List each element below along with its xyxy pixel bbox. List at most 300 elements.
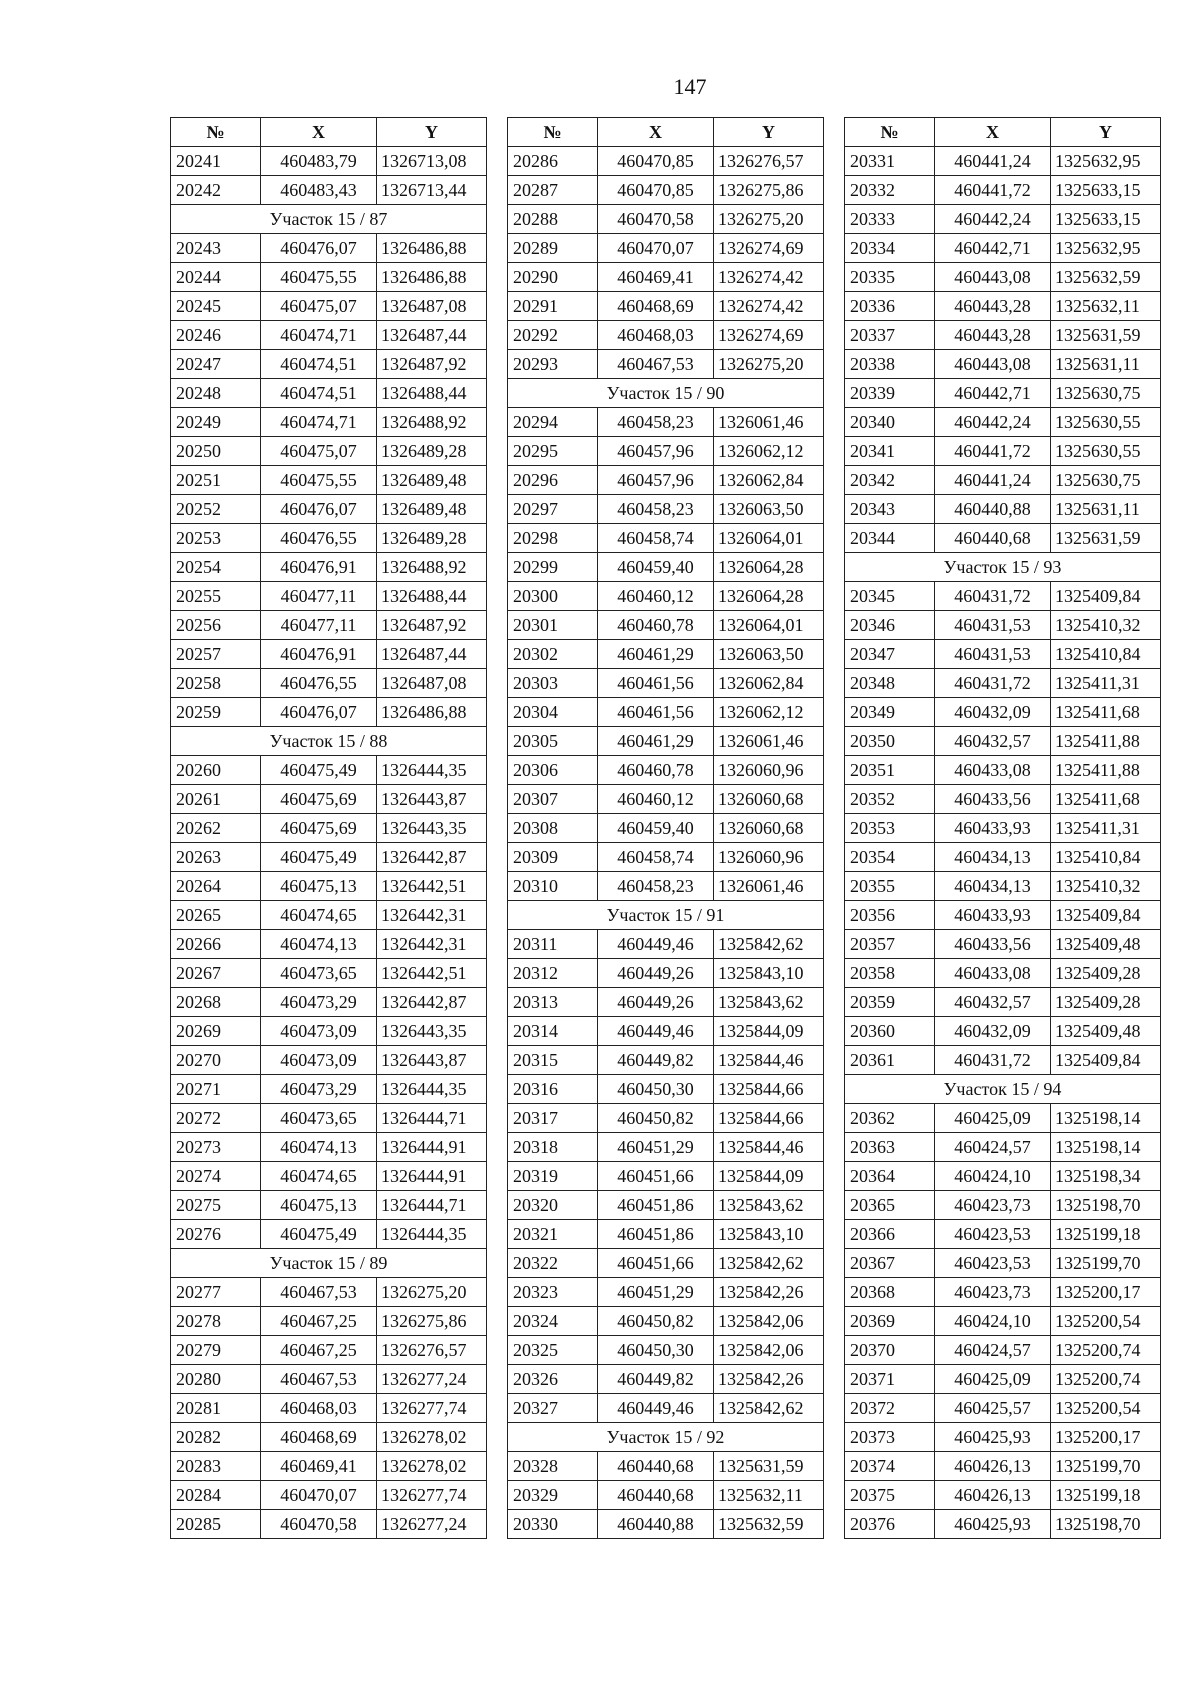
point-number: 20368 (845, 1278, 935, 1307)
x-coordinate: 460449,46 (598, 1394, 714, 1423)
x-coordinate: 460475,55 (261, 263, 377, 292)
table-row (171, 495, 487, 524)
table-row (845, 756, 1161, 785)
y-coordinate: 1325632,95 (1051, 234, 1161, 263)
header-y: Y (1051, 118, 1161, 147)
table-row (171, 669, 487, 698)
x-coordinate: 460477,11 (261, 611, 377, 640)
x-coordinate: 460460,78 (598, 756, 714, 785)
point-number: 20282 (171, 1423, 261, 1452)
x-coordinate: 460476,91 (261, 640, 377, 669)
table-row (508, 1394, 824, 1423)
point-number: 20320 (508, 1191, 598, 1220)
x-coordinate: 460442,71 (935, 379, 1051, 408)
x-coordinate: 460473,29 (261, 1075, 377, 1104)
y-coordinate: 1325198,70 (1051, 1510, 1161, 1539)
table-row (845, 466, 1161, 495)
x-coordinate: 460443,08 (935, 350, 1051, 379)
x-coordinate: 460467,53 (261, 1278, 377, 1307)
table-row (171, 756, 487, 785)
point-number: 20339 (845, 379, 935, 408)
table-row (171, 234, 487, 263)
x-coordinate: 460473,09 (261, 1046, 377, 1075)
y-coordinate: 1325631,59 (1051, 524, 1161, 553)
y-coordinate: 1325200,17 (1051, 1423, 1161, 1452)
point-number: 20250 (171, 437, 261, 466)
point-number: 20319 (508, 1162, 598, 1191)
y-coordinate: 1325844,66 (714, 1075, 824, 1104)
point-number: 20371 (845, 1365, 935, 1394)
x-coordinate: 460474,13 (261, 1133, 377, 1162)
point-number: 20266 (171, 930, 261, 959)
y-coordinate: 1325631,11 (1051, 495, 1161, 524)
point-number: 20267 (171, 959, 261, 988)
table-row (845, 727, 1161, 756)
table-row (508, 640, 824, 669)
x-coordinate: 460440,88 (935, 495, 1051, 524)
y-coordinate: 1326064,01 (714, 524, 824, 553)
x-coordinate: 460431,72 (935, 582, 1051, 611)
x-coordinate: 460475,13 (261, 1191, 377, 1220)
y-coordinate: 1326487,92 (377, 350, 487, 379)
x-coordinate: 460423,53 (935, 1249, 1051, 1278)
header-num: № (845, 118, 935, 147)
point-number: 20332 (845, 176, 935, 205)
x-coordinate: 460426,13 (935, 1481, 1051, 1510)
coordinate-table-3 (844, 117, 1161, 1539)
table-row (171, 350, 487, 379)
y-coordinate: 1325844,46 (714, 1046, 824, 1075)
x-coordinate: 460449,82 (598, 1046, 714, 1075)
table-row (845, 901, 1161, 930)
table-row (508, 495, 824, 524)
x-coordinate: 460451,66 (598, 1249, 714, 1278)
x-coordinate: 460475,49 (261, 843, 377, 872)
point-number: 20364 (845, 1162, 935, 1191)
y-coordinate: 1325200,54 (1051, 1394, 1161, 1423)
x-coordinate: 460442,24 (935, 408, 1051, 437)
table-row (171, 321, 487, 350)
point-number: 20345 (845, 582, 935, 611)
x-coordinate: 460440,68 (598, 1481, 714, 1510)
y-coordinate: 1325411,31 (1051, 814, 1161, 843)
x-coordinate: 460443,28 (935, 321, 1051, 350)
y-coordinate: 1325842,62 (714, 930, 824, 959)
table-row (171, 1046, 487, 1075)
point-number: 20280 (171, 1365, 261, 1394)
point-number: 20241 (171, 147, 261, 176)
point-number: 20376 (845, 1510, 935, 1539)
y-coordinate: 1325844,09 (714, 1162, 824, 1191)
point-number: 20297 (508, 495, 598, 524)
coordinate-table-1 (170, 117, 487, 1539)
x-coordinate: 460474,65 (261, 1162, 377, 1191)
table-row (171, 814, 487, 843)
point-number: 20335 (845, 263, 935, 292)
table-row (845, 321, 1161, 350)
point-number: 20372 (845, 1394, 935, 1423)
point-number: 20300 (508, 582, 598, 611)
point-number: 20317 (508, 1104, 598, 1133)
table-row (171, 1220, 487, 1249)
point-number: 20288 (508, 205, 598, 234)
point-number: 20274 (171, 1162, 261, 1191)
x-coordinate: 460451,86 (598, 1220, 714, 1249)
table-row (508, 553, 824, 582)
x-coordinate: 460442,24 (935, 205, 1051, 234)
table-row (845, 1249, 1161, 1278)
point-number: 20248 (171, 379, 261, 408)
point-number: 20243 (171, 234, 261, 263)
y-coordinate: 1325200,74 (1051, 1365, 1161, 1394)
table-row (845, 1017, 1161, 1046)
section-row (171, 1249, 487, 1278)
table-row (845, 234, 1161, 263)
table-row (171, 1510, 487, 1539)
point-number: 20299 (508, 553, 598, 582)
table-row (508, 1278, 824, 1307)
x-coordinate: 460461,56 (598, 698, 714, 727)
y-coordinate: 1326063,50 (714, 495, 824, 524)
x-coordinate: 460449,82 (598, 1365, 714, 1394)
table-row (171, 1423, 487, 1452)
x-coordinate: 460451,29 (598, 1278, 714, 1307)
table-row (845, 843, 1161, 872)
y-coordinate: 1325199,18 (1051, 1220, 1161, 1249)
point-number: 20284 (171, 1481, 261, 1510)
point-number: 20278 (171, 1307, 261, 1336)
table-row (845, 1191, 1161, 1220)
x-coordinate: 460432,09 (935, 1017, 1051, 1046)
y-coordinate: 1326274,42 (714, 292, 824, 321)
x-coordinate: 460476,07 (261, 234, 377, 263)
x-coordinate: 460434,13 (935, 872, 1051, 901)
y-coordinate: 1325409,84 (1051, 582, 1161, 611)
x-coordinate: 460423,53 (935, 1220, 1051, 1249)
x-coordinate: 460468,69 (598, 292, 714, 321)
y-coordinate: 1325844,09 (714, 1017, 824, 1046)
point-number: 20336 (845, 292, 935, 321)
table-row (845, 1452, 1161, 1481)
table-row (845, 1104, 1161, 1133)
point-number: 20312 (508, 959, 598, 988)
table-row (845, 930, 1161, 959)
table-row (845, 1220, 1161, 1249)
point-number: 20314 (508, 1017, 598, 1046)
x-coordinate: 460473,09 (261, 1017, 377, 1046)
table-row (171, 553, 487, 582)
point-number: 20304 (508, 698, 598, 727)
point-number: 20269 (171, 1017, 261, 1046)
y-coordinate: 1325411,88 (1051, 727, 1161, 756)
point-number: 20357 (845, 930, 935, 959)
x-coordinate: 460432,57 (935, 727, 1051, 756)
y-coordinate: 1326062,84 (714, 669, 824, 698)
table-row (845, 147, 1161, 176)
x-coordinate: 460473,65 (261, 1104, 377, 1133)
x-coordinate: 460443,28 (935, 292, 1051, 321)
table-row (508, 205, 824, 234)
point-number: 20257 (171, 640, 261, 669)
y-coordinate: 1325199,70 (1051, 1249, 1161, 1278)
point-number: 20283 (171, 1452, 261, 1481)
point-number: 20249 (171, 408, 261, 437)
table-row (508, 1336, 824, 1365)
y-coordinate: 1326443,87 (377, 1046, 487, 1075)
y-coordinate: 1326062,12 (714, 437, 824, 466)
y-coordinate: 1326060,68 (714, 785, 824, 814)
y-coordinate: 1326443,87 (377, 785, 487, 814)
table-row (845, 814, 1161, 843)
y-coordinate: 1326277,24 (377, 1510, 487, 1539)
y-coordinate: 1326488,92 (377, 553, 487, 582)
y-coordinate: 1326060,96 (714, 756, 824, 785)
table-row (845, 1510, 1161, 1539)
table-row (508, 1249, 824, 1278)
x-coordinate: 460431,53 (935, 640, 1051, 669)
y-coordinate: 1326278,02 (377, 1423, 487, 1452)
point-number: 20253 (171, 524, 261, 553)
section-row (171, 205, 487, 234)
x-coordinate: 460473,65 (261, 959, 377, 988)
point-number: 20321 (508, 1220, 598, 1249)
x-coordinate: 460476,07 (261, 495, 377, 524)
x-coordinate: 460459,40 (598, 814, 714, 843)
y-coordinate: 1325631,11 (1051, 350, 1161, 379)
point-number: 20356 (845, 901, 935, 930)
y-coordinate: 1326486,88 (377, 263, 487, 292)
table-row (171, 1104, 487, 1133)
table-row (845, 669, 1161, 698)
table-row (508, 1510, 824, 1539)
table-row (171, 1191, 487, 1220)
coordinate-table-2 (507, 117, 824, 1539)
point-number: 20331 (845, 147, 935, 176)
table-row (508, 988, 824, 1017)
point-number: 20271 (171, 1075, 261, 1104)
header-x: X (935, 118, 1051, 147)
point-number: 20359 (845, 988, 935, 1017)
x-coordinate: 460474,51 (261, 350, 377, 379)
table-row (845, 1278, 1161, 1307)
header-row (171, 118, 487, 147)
table-row (171, 437, 487, 466)
point-number: 20324 (508, 1307, 598, 1336)
point-number: 20310 (508, 872, 598, 901)
x-coordinate: 460442,71 (935, 234, 1051, 263)
table-row (508, 524, 824, 553)
x-coordinate: 460474,51 (261, 379, 377, 408)
table-row (508, 466, 824, 495)
x-coordinate: 460443,08 (935, 263, 1051, 292)
y-coordinate: 1325410,84 (1051, 843, 1161, 872)
table-row (508, 785, 824, 814)
table-row (508, 727, 824, 756)
section-title: Участок 15 / 92 (508, 1423, 824, 1452)
y-coordinate: 1325409,28 (1051, 988, 1161, 1017)
point-number: 20270 (171, 1046, 261, 1075)
table-row (171, 1336, 487, 1365)
y-coordinate: 1326489,48 (377, 466, 487, 495)
x-coordinate: 460432,09 (935, 698, 1051, 727)
x-coordinate: 460426,13 (935, 1452, 1051, 1481)
table-row (508, 930, 824, 959)
y-coordinate: 1326277,74 (377, 1394, 487, 1423)
table-row (508, 1307, 824, 1336)
table-row (845, 785, 1161, 814)
x-coordinate: 460476,55 (261, 524, 377, 553)
y-coordinate: 1325844,46 (714, 1133, 824, 1162)
table-row (508, 1191, 824, 1220)
y-coordinate: 1325411,88 (1051, 756, 1161, 785)
x-coordinate: 460474,65 (261, 901, 377, 930)
point-number: 20259 (171, 698, 261, 727)
point-number: 20286 (508, 147, 598, 176)
y-coordinate: 1326275,20 (714, 350, 824, 379)
point-number: 20305 (508, 727, 598, 756)
y-coordinate: 1325630,55 (1051, 437, 1161, 466)
x-coordinate: 460475,07 (261, 292, 377, 321)
table-row (171, 698, 487, 727)
point-number: 20289 (508, 234, 598, 263)
x-coordinate: 460470,85 (598, 176, 714, 205)
point-number: 20290 (508, 263, 598, 292)
y-coordinate: 1326060,68 (714, 814, 824, 843)
point-number: 20334 (845, 234, 935, 263)
table-row (508, 1104, 824, 1133)
table-row (845, 379, 1161, 408)
point-number: 20366 (845, 1220, 935, 1249)
table-row (845, 582, 1161, 611)
y-coordinate: 1326064,28 (714, 582, 824, 611)
table-row (845, 205, 1161, 234)
x-coordinate: 460434,13 (935, 843, 1051, 872)
x-coordinate: 460459,40 (598, 553, 714, 582)
x-coordinate: 460467,53 (261, 1365, 377, 1394)
section-title: Участок 15 / 94 (845, 1075, 1161, 1104)
y-coordinate: 1325409,84 (1051, 1046, 1161, 1075)
y-coordinate: 1326444,35 (377, 1075, 487, 1104)
y-coordinate: 1325409,84 (1051, 901, 1161, 930)
table-row (508, 1046, 824, 1075)
y-coordinate: 1325198,14 (1051, 1104, 1161, 1133)
point-number: 20298 (508, 524, 598, 553)
table-row (845, 1162, 1161, 1191)
table-row (508, 756, 824, 785)
point-number: 20341 (845, 437, 935, 466)
point-number: 20363 (845, 1133, 935, 1162)
table-row (508, 1452, 824, 1481)
point-number: 20349 (845, 698, 935, 727)
y-coordinate: 1326489,28 (377, 524, 487, 553)
table-row (845, 1133, 1161, 1162)
table-row (171, 1017, 487, 1046)
y-coordinate: 1325200,54 (1051, 1307, 1161, 1336)
table-row (171, 147, 487, 176)
y-coordinate: 1325843,10 (714, 959, 824, 988)
x-coordinate: 460461,29 (598, 640, 714, 669)
table-row (171, 582, 487, 611)
table-row (508, 176, 824, 205)
x-coordinate: 460469,41 (598, 263, 714, 292)
x-coordinate: 460425,57 (935, 1394, 1051, 1423)
x-coordinate: 460440,68 (935, 524, 1051, 553)
point-number: 20367 (845, 1249, 935, 1278)
table-row (171, 959, 487, 988)
x-coordinate: 460476,55 (261, 669, 377, 698)
y-coordinate: 1325409,48 (1051, 1017, 1161, 1046)
point-number: 20306 (508, 756, 598, 785)
y-coordinate: 1325199,18 (1051, 1481, 1161, 1510)
x-coordinate: 460457,96 (598, 466, 714, 495)
x-coordinate: 460441,24 (935, 147, 1051, 176)
point-number: 20344 (845, 524, 935, 553)
x-coordinate: 460432,57 (935, 988, 1051, 1017)
x-coordinate: 460450,82 (598, 1307, 714, 1336)
y-coordinate: 1325199,70 (1051, 1452, 1161, 1481)
table-row (171, 408, 487, 437)
table-row (508, 872, 824, 901)
point-number: 20342 (845, 466, 935, 495)
x-coordinate: 460483,43 (261, 176, 377, 205)
x-coordinate: 460483,79 (261, 147, 377, 176)
point-number: 20295 (508, 437, 598, 466)
point-number: 20294 (508, 408, 598, 437)
x-coordinate: 460458,23 (598, 408, 714, 437)
point-number: 20316 (508, 1075, 598, 1104)
y-coordinate: 1326276,57 (714, 147, 824, 176)
y-coordinate: 1326487,92 (377, 611, 487, 640)
y-coordinate: 1326443,35 (377, 814, 487, 843)
y-coordinate: 1325632,11 (1051, 292, 1161, 321)
point-number: 20263 (171, 843, 261, 872)
y-coordinate: 1325200,17 (1051, 1278, 1161, 1307)
table-row (508, 669, 824, 698)
table-row (508, 350, 824, 379)
y-coordinate: 1326488,44 (377, 582, 487, 611)
y-coordinate: 1326442,51 (377, 872, 487, 901)
y-coordinate: 1325843,10 (714, 1220, 824, 1249)
x-coordinate: 460449,26 (598, 959, 714, 988)
x-coordinate: 460476,07 (261, 698, 377, 727)
point-number: 20365 (845, 1191, 935, 1220)
point-number: 20362 (845, 1104, 935, 1133)
table-row (845, 1394, 1161, 1423)
section-title: Участок 15 / 91 (508, 901, 824, 930)
point-number: 20330 (508, 1510, 598, 1539)
y-coordinate: 1326061,46 (714, 872, 824, 901)
table-row (508, 611, 824, 640)
table-row (171, 1075, 487, 1104)
table-row (508, 1017, 824, 1046)
x-coordinate: 460433,08 (935, 756, 1051, 785)
table-row (508, 1220, 824, 1249)
x-coordinate: 460451,86 (598, 1191, 714, 1220)
table-row (508, 698, 824, 727)
x-coordinate: 460433,93 (935, 814, 1051, 843)
y-coordinate: 1326442,51 (377, 959, 487, 988)
x-coordinate: 460441,24 (935, 466, 1051, 495)
y-coordinate: 1325630,75 (1051, 466, 1161, 495)
y-coordinate: 1325411,31 (1051, 669, 1161, 698)
section-row (508, 901, 824, 930)
point-number: 20352 (845, 785, 935, 814)
table-row (508, 582, 824, 611)
point-number: 20350 (845, 727, 935, 756)
section-title: Участок 15 / 87 (171, 205, 487, 234)
x-coordinate: 460473,29 (261, 988, 377, 1017)
x-coordinate: 460470,07 (261, 1481, 377, 1510)
